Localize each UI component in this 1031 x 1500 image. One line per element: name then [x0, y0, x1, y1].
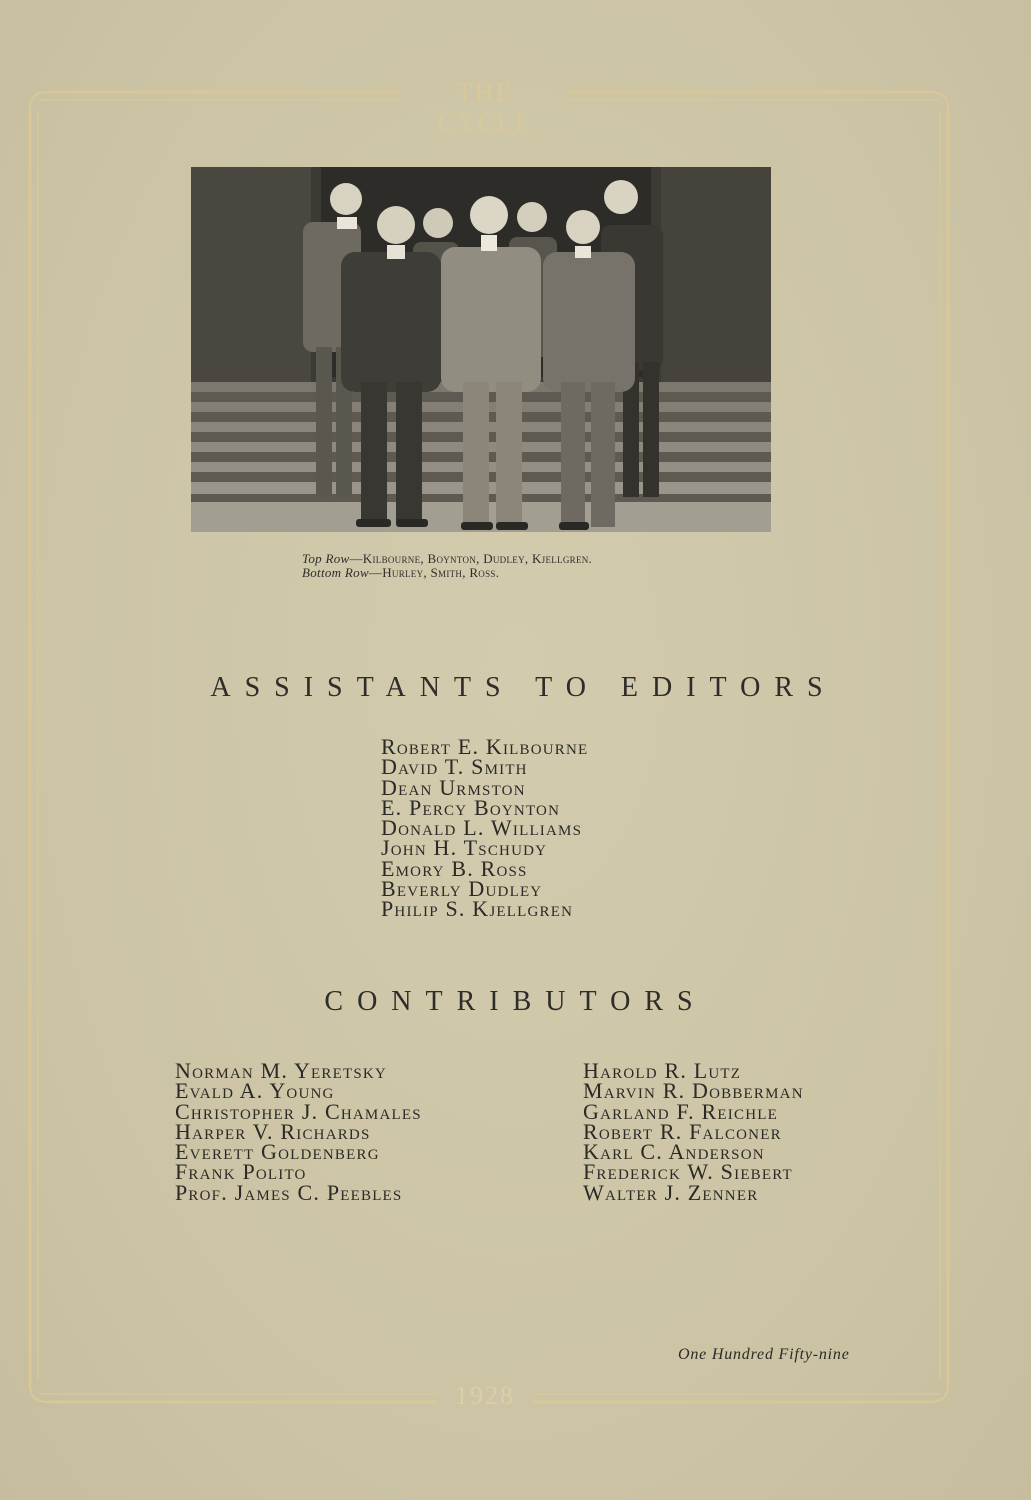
list-item: Harper V. Richards [175, 1118, 371, 1144]
list-item: Beverly Dudley [381, 876, 543, 902]
list-item: Everett Goldenberg [175, 1139, 380, 1165]
caption-bottom-row [302, 566, 592, 580]
contributors-list-right [583, 1058, 804, 1205]
group-photograph [191, 167, 771, 532]
contributors-heading: CONTRIBUTORS [324, 986, 707, 1017]
caption-top-label: Top Row [302, 551, 350, 566]
list-item: Donald L. Williams [381, 815, 583, 841]
list-item: Frank Polito [175, 1159, 307, 1185]
running-footer-year: 1928 [455, 1381, 515, 1410]
list-item: Walter J. Zenner [583, 1179, 759, 1205]
photo-illustration [191, 167, 771, 532]
list-item: Karl C. Anderson [583, 1139, 765, 1165]
list-item: Christopher J. Chamales [175, 1098, 422, 1124]
list-item: E. Percy Boynton [381, 794, 561, 820]
list-item: Robert E. Kilbourne [381, 734, 589, 759]
list-item: Harold R. Lutz [583, 1058, 742, 1083]
caption-top-names: —Kilbourne, Boynton, Dudley, Kjellgren. [349, 551, 593, 566]
contributors-list-left [175, 1058, 422, 1205]
caption-bottom-names: —Hurley, Smith, Ross. [368, 565, 500, 580]
list-item: Robert R. Falconer [583, 1118, 782, 1144]
assistants-heading: ASSISTANTS TO EDITORS [210, 672, 837, 703]
list-item: Prof. James C. Peebles [175, 1179, 403, 1205]
list-item: Marvin R. Dobberman [583, 1078, 804, 1104]
list-item: Frederick W. Siebert [583, 1159, 793, 1185]
caption-top-row [302, 552, 592, 566]
assistants-list [381, 734, 589, 922]
list-item: John H. Tschudy [381, 835, 548, 861]
list-item: Norman M. Yeretsky [175, 1058, 387, 1083]
list-item: David T. Smith [381, 754, 528, 780]
list-item: Garland F. Reichle [583, 1098, 778, 1124]
list-item: Philip S. Kjellgren [381, 896, 574, 922]
caption-bottom-label: Bottom Row [302, 565, 369, 580]
list-item: Dean Urmston [381, 774, 526, 800]
list-item: Evald A. Young [175, 1078, 335, 1104]
running-header-title: THE CYCLE [437, 78, 533, 137]
list-item: Emory B. Ross [381, 855, 528, 881]
page-number: One Hundred Fifty-nine [678, 1346, 850, 1363]
photo-caption [302, 552, 592, 580]
